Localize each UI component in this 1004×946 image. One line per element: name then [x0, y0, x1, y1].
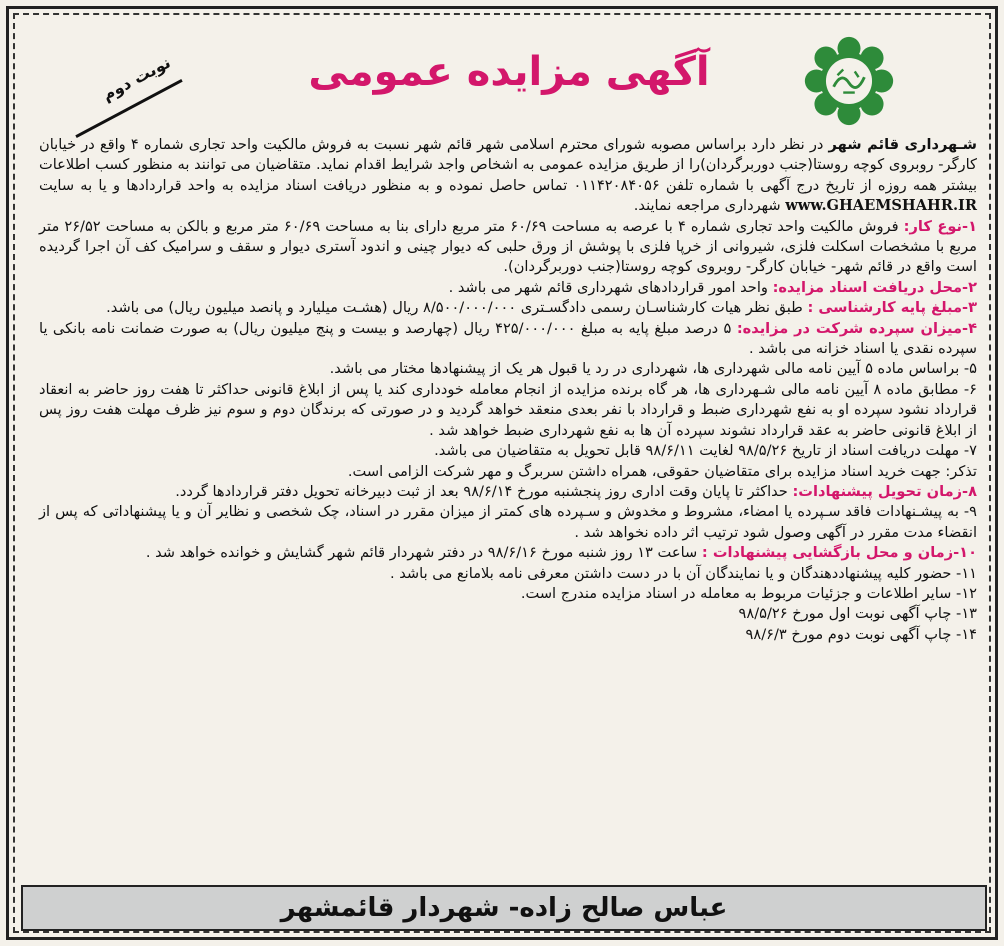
notice-body: [39, 135, 977, 863]
item-heading: ۳-مبلغ پایه کارشناسی :: [807, 299, 977, 317]
list-item: [39, 278, 977, 298]
list-item: [39, 625, 977, 645]
list-item: [39, 584, 977, 604]
second-edition-stamp: نوبت دوم: [98, 52, 174, 105]
municipality-logo-icon: [801, 33, 897, 129]
item-text: ۹- به پیشـنهادات فاقد سـپرده یا امضاء، مشروط و مخدوش و سـپرده های کمتر از میزان مقرر در اسناد، چک شخصی و نظایر آن و یا پیشنهاداتی که پس از انقضاء مدت مقرر در آگهی وصول شود ترتیب اثر داده نخواهد شد .: [39, 503, 977, 541]
item-text: ۷- مهلت دریافت اسناد از تاریخ ۹۸/۵/۲۶ لغایت ۹۸/۶/۱۱ قابل تحویل به متقاضیان می باشد.: [434, 442, 977, 460]
item-heading: ۱۰-زمان و محل بازگشایی پیشنهادات :: [701, 544, 977, 562]
item-text: ۱۴- چاپ آگهی نوبت دوم مورخ ۹۸/۶/۳: [745, 625, 977, 643]
intro-text-1: در نظر دارد براساس مصوبه شورای محترم اسلامی شهر قائم شهر نسبت به فروش مالکیت واحد تجاری شماره ۴ واقع در خیابان کارگر- روبروی کوچه روستا(جنب دوربرگردان)را از طریق مزایده عمومی به اشخاص واجد شرایط اقدام نماید. متقاضیان می توانند به منظور کسب اطلاعات بیشتر همه روزه از تاریخ درج آگهی با شماره تلفن ۰۱۱۴۲۰۸۴۰۵۶ تماس حاصل نموده و به منظور دریافت اسناد مزایده به واحد قراردادها و یا به سایت: [39, 136, 978, 194]
signature-footer: عباس صالح زاده- شهردار قائمشهر: [21, 885, 987, 931]
list-item: [39, 543, 977, 563]
item-text: ۵ درصد مبلغ پایه به مبلغ ۴۲۵/۰۰۰/۰۰۰ ریال (چهارصد و بیست و پنج میلیون ریال) به صورت ضمانت نامه بانکی یا سپرده نقدی یا اسناد خزانه می باشد .: [39, 319, 977, 358]
item-text: ۵- براساس ماده ۵ آیین نامه مالی شهرداری ها، شهرداری در رد یا قبول هر یک از پیشنهادها مختار می باشد.: [329, 360, 977, 378]
item-text: طبق نظر هیات کارشناسـان رسمی دادگسـتری ۸/۵۰۰/۰۰۰/۰۰۰ ریال (هشـت میلیارد و پانصد میلیون ریال) می باشد.: [106, 299, 808, 317]
list-item: [39, 482, 977, 502]
item-text: ۱۲- سایر اطلاعات و جزئیات مربوط به معامله در اسناد مزایده مندرج است.: [520, 584, 977, 602]
list-item: [39, 564, 977, 584]
item-text: حداکثر تا پایان وقت اداری روز پنجشنبه مورخ ۹۸/۶/۱۴ بعد از ثبت دبیرخانه تحویل دفتر قراردادها گردد.: [175, 482, 793, 500]
item-text: ۶- مطابق ماده ۸ آیین نامه مالی شـهرداری ها، هر گاه برنده مزایده از انجام معامله خودداری کند یا پس از ابلاغ قانونی حداکثر تا هفت روز حاضر به انعقاد قرارداد نشود سپرده او به نفع شهرداری ضبط و قرارداد با نفر بعدی منعقد خواهد گردید و در صورتی که برندگان دوم و سوم نیز ظرف مهلت هفت روز پس از ابلاغ قانونی حاضر به عقد قرارداد نشوند سپرده آن ها به نفع شهرداری ضبط خواهد شد .: [39, 380, 977, 439]
intro-text-2: شهرداری مراجعه نمایند.: [633, 197, 786, 215]
item-text: ۱۳- چاپ آگهی نوبت اول مورخ ۹۸/۵/۲۶: [738, 605, 977, 623]
list-item: [39, 217, 977, 278]
note-line: [39, 462, 977, 482]
page-title: آگهی مزایده عمومی: [308, 49, 710, 95]
list-item: [39, 502, 977, 543]
list-item: [39, 298, 977, 318]
item-text: تذکر: جهت خرید اسناد مزایده برای متقاضیان حقوقی، همراه داشتن سربرگ و مهر شرکت الزامی است.: [347, 462, 977, 480]
item-heading: ۴-میزان سپرده شرکت در مزایده:: [736, 319, 977, 337]
item-text: فروش مالکیت واحد تجاری شماره ۴ با عرصه به مساحت ۶۰/۶۹ متر مربع دارای بنا به مساحت ۶۰/۶۹ متر مربع و بالکن به مساحت ۲۶/۵۲ متر مربع با مشخصات اسکلت فلزی، شیروانی از خرپا فلزی با پوشش از ورق حلبی که دیوار چینی و اندود آستری دیوار و سقف و سرامیک کف آن اجرا گردیده است واقع در قائم شهر- خیابان کارگر- روبروی کوچه روستا(جنب دوربرگردان).: [39, 217, 977, 276]
list-item: [39, 441, 977, 461]
item-heading: ۸-زمان تحویل پیشنهادات:: [792, 482, 977, 500]
advertisement-page: [6, 6, 998, 940]
website-link[interactable]: www.GHAEMSHAHR.IR: [785, 197, 977, 215]
list-item: [39, 380, 977, 441]
item-heading: ۱-نوع کار:: [903, 217, 977, 235]
item-heading: ۲-محل دریافت اسناد مزایده:: [772, 278, 977, 296]
list-item: [39, 319, 977, 360]
item-text: واحد امور قراردادهای شهرداری قائم شهر می باشد .: [448, 278, 773, 296]
item-text: ۱۱- حضور کلیه پیشنهاددهندگان و یا نمایندگان آن با در دست داشتن معرفی نامه بلامانع می باشد .: [389, 564, 977, 582]
intro-paragraph: [39, 135, 977, 217]
list-item: [39, 359, 977, 379]
org-name: شـهرداری قائم شهر: [828, 136, 977, 153]
item-text: ساعت ۱۳ روز شنبه مورخ ۹۸/۶/۱۶ در دفتر شهردار قائم شهر گشایش و خوانده خواهد شد .: [145, 544, 702, 562]
list-item: [39, 604, 977, 624]
